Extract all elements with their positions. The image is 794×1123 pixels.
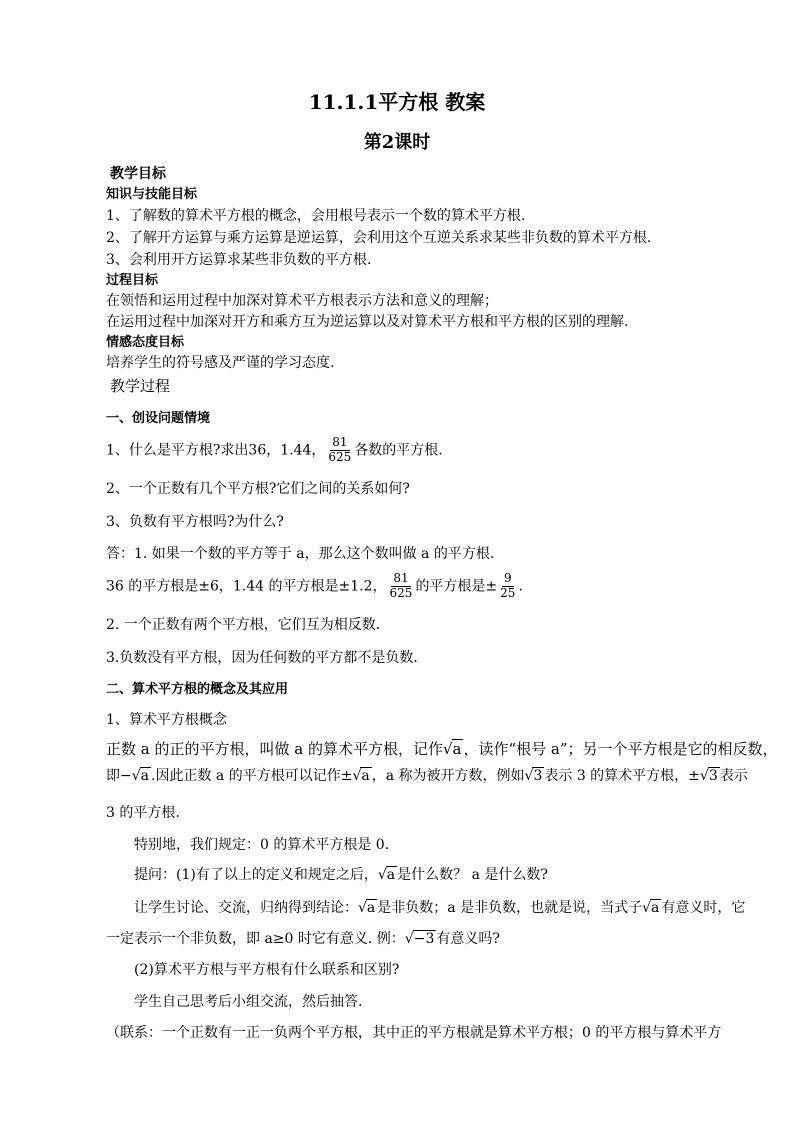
sqrt-a: √a	[352, 768, 370, 784]
fraction-numerator: 81	[332, 435, 348, 449]
process-heading: 教学过程	[110, 377, 171, 395]
radicand: a	[366, 900, 376, 916]
sqrt-3: √3	[524, 768, 543, 784]
knowledge-item-2: 2、了解开方运算与乘方运算是逆运算，会利用这个互逆关系求某些非负数的算术平方根.	[106, 230, 652, 246]
paragraph-1	[106, 738, 778, 759]
process-goal-2: 在运用过程中加深对开方和乘方互为逆运算以及对算术平方根和平方根的区别的理解.	[106, 314, 629, 330]
paragraph-6-text-a: 让学生讨论、交流，归纳得到结论：	[134, 900, 358, 916]
attitude-text: 培养学生的符号感及严谨的学习态度.	[106, 355, 335, 371]
paragraph-10: （联系：一个正数有一正一负两个平方根，其中正的平方根就是算术平方根；0 的平方根与算术平方	[106, 1025, 722, 1041]
paragraph-3: 3 的平方根.	[106, 805, 180, 821]
knowledge-item-3: 3、会利用开方运算求某些非负数的平方根.	[106, 252, 372, 268]
page-title: 11.1.1平方根 教案	[308, 90, 486, 114]
section-2-heading: 二、算术平方根的概念及其应用	[106, 682, 289, 697]
sqrt-a: √a	[442, 740, 462, 758]
paragraph-9: 学生自己思考后小组交流，然后抽答.	[134, 994, 363, 1010]
paragraph-2	[106, 765, 748, 785]
paragraph-7-text-b: 有意义吗?	[436, 931, 500, 947]
sqrt-a: √a	[131, 768, 150, 784]
fraction-numerator: 81	[393, 571, 409, 585]
paragraph-5-text-a: 提问：(1)有了以上的定义和规定之后，	[134, 867, 378, 883]
question-1	[106, 436, 724, 465]
sqrt-negative-3: √−3	[404, 931, 435, 947]
paragraph-6	[134, 897, 746, 917]
question-3: 3、负数有平方根吗?为什么?	[106, 514, 284, 530]
paragraph-2-text-a: 即−	[106, 768, 132, 784]
paragraph-1-text-b: ，读作“根号 a”；另一个平方根是它的相反数，	[463, 740, 778, 758]
fraction-81-625	[326, 436, 353, 465]
radicand: 3	[533, 768, 543, 784]
fraction-denominator: 625	[389, 585, 413, 600]
paragraph-6-text-c: 有意义时，它	[661, 900, 746, 916]
process-goals-heading: 过程目标	[106, 273, 159, 288]
paragraph-5	[134, 864, 724, 884]
fraction-numerator: 9	[503, 571, 512, 585]
paragraph-1-text-a: 正数 a 的正的平方根，叫做 a 的算术平方根，记作	[106, 740, 443, 758]
radicand: −3	[413, 931, 435, 947]
paragraph-6-text-b: 是非负数；a 是非负数，也就是说，当式子	[377, 900, 643, 916]
fraction-denominator: 25	[500, 585, 516, 600]
subsection-1: 1、算术平方根概念	[106, 712, 227, 728]
paragraph-2-text-d: 表示 3 的算术平方根，±	[544, 768, 700, 784]
answer-2	[106, 572, 724, 601]
answer-1: 答：1. 如果一个数的平方等于 a，那么这个数叫做 a 的平方根.	[106, 546, 495, 562]
question-2: 2、一个正数有几个平方根?它们之间的关系如何?	[106, 481, 410, 497]
knowledge-item-1: 1、了解数的算术平方根的概念，会用根号表示一个数的算术平方根.	[106, 208, 526, 224]
answer-2-text-b: 的平方根是±	[415, 578, 498, 595]
paragraph-2-text-b: .因此正数 a 的平方根可以记作±	[151, 768, 353, 784]
question-1-text-b: 各数的平方根.	[354, 442, 443, 459]
paragraph-2-text-c: ，a 称为被开方数，例如	[371, 768, 525, 784]
radicand: a	[386, 867, 396, 883]
sqrt-a: √a	[377, 867, 396, 883]
radicand: a	[452, 740, 462, 758]
question-1-text-a: 1、什么是平方根?求出36，1.44，	[106, 442, 326, 459]
fraction-9-25	[498, 572, 517, 601]
answer-3: 2. 一个正数有两个平方根，它们互为相反数.	[106, 617, 381, 633]
paragraph-8: (2)算术平方根与平方根有什么联系和区别?	[134, 962, 400, 978]
paragraph-4: 特别地，我们规定：0 的算术平方根是 0.	[134, 837, 390, 853]
sqrt-a: √a	[642, 900, 660, 916]
paragraph-5-text-b: 是什么数？ a 是什么数?	[397, 867, 548, 883]
goals-heading: 教学目标	[110, 166, 166, 182]
radicand: a	[140, 768, 150, 784]
paragraph-2-text-e: 表示	[719, 768, 748, 784]
answer-4: 3.负数没有平方根，因为任何数的平方都不是负数.	[106, 650, 418, 666]
section-1-heading: 一、创设问题情境	[106, 411, 211, 426]
answer-2-text-c: .	[518, 578, 523, 595]
process-goal-1: 在领悟和运用过程中加深对算术平方根表示方法和意义的理解；	[106, 293, 498, 309]
fraction-denominator: 625	[328, 449, 352, 464]
attitude-heading: 情感态度目标	[106, 335, 185, 350]
paragraph-7	[106, 928, 724, 948]
paragraph-7-text-a: 一定表示一个非负数，即 a≥0 时它有意义. 例：	[106, 931, 405, 947]
answer-2-text-a: 36 的平方根是±6，1.44 的平方根是±1.2，	[106, 578, 387, 595]
radicand: a	[651, 900, 660, 916]
page-subtitle: 第2课时	[363, 132, 431, 153]
sqrt-3: √3	[699, 768, 718, 784]
fraction-81-625	[388, 572, 415, 601]
radicand: 3	[708, 768, 718, 784]
knowledge-heading: 知识与技能目标	[106, 187, 198, 202]
radicand: a	[361, 768, 370, 784]
sqrt-a: √a	[358, 900, 376, 916]
